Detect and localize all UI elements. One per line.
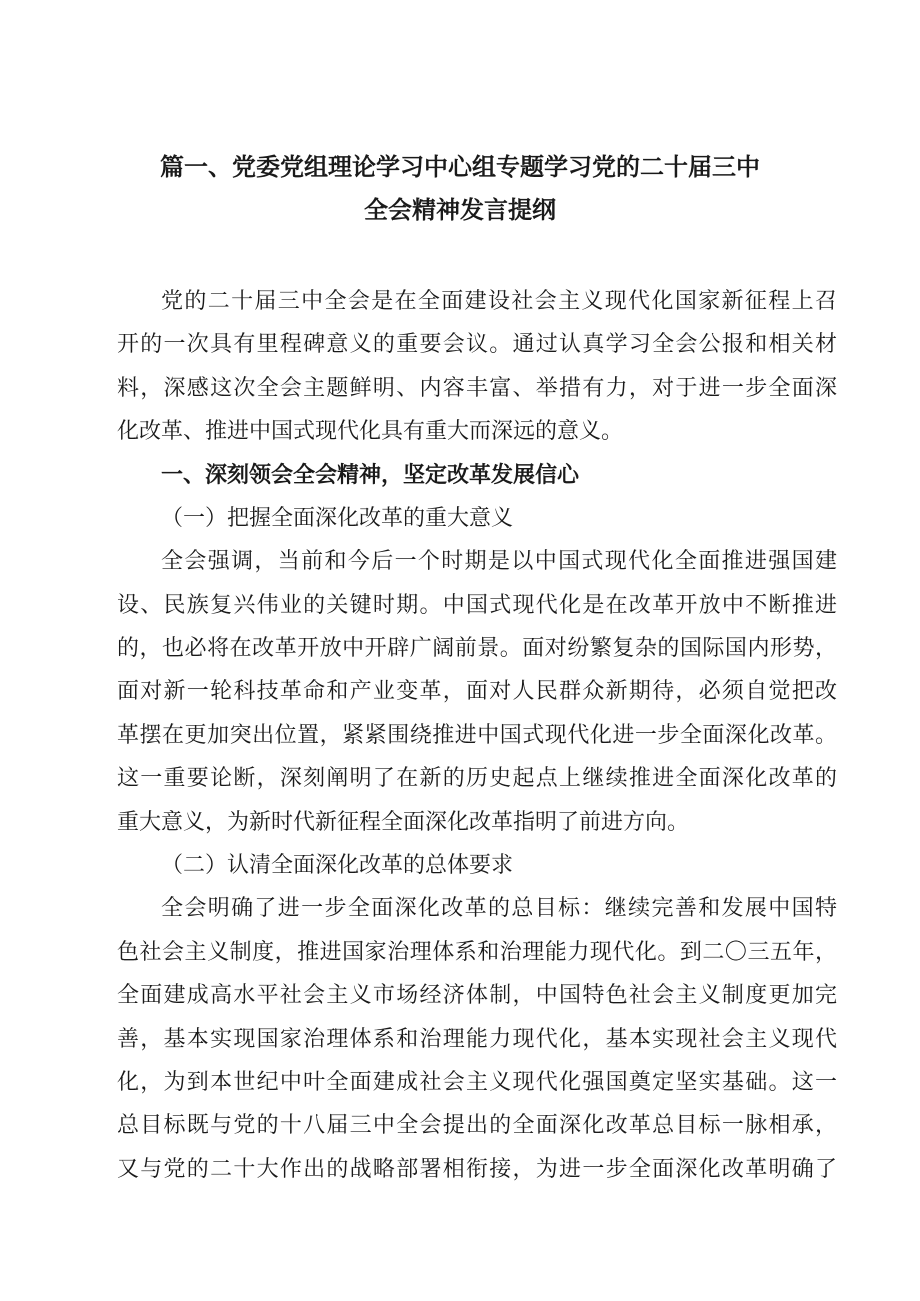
document-title-line-1: 篇一、党委党组理论学习中心组专题学习党的二十届三中	[160, 153, 760, 181]
intro-paragraph-line: 党的二十届三中全会是在全面建设社会主义现代化国家新征程上召	[161, 289, 837, 314]
body-paragraph-line: 面对新一轮科技革命和产业变革，面对人民群众新期待，必须自觉把改	[117, 679, 837, 704]
body-paragraph-line: 的，也必将在改革开放中开辟广阔前景。面对纷繁复杂的国际国内形势，	[117, 636, 837, 661]
subsection-1-heading: （一）把握全面深化改革的重大意义	[161, 506, 514, 531]
body-paragraph-line: 全会强调，当前和今后一个时期是以中国式现代化全面推进强国建	[161, 549, 837, 574]
body-paragraph-line: 设、民族复兴伟业的关键时期。中国式现代化是在改革开放中不断推进	[117, 593, 837, 618]
document-title-line-2: 全会精神发言提纲	[364, 196, 556, 224]
intro-paragraph-line: 料，深感这次全会主题鲜明、内容丰富、举措有力，对于进一步全面深	[117, 376, 837, 401]
body-paragraph-line: 又与党的二十大作出的战略部署相衔接，为进一步全面深化改革明确了	[117, 1157, 837, 1182]
subsection-2-heading: （二）认清全面深化改革的总体要求	[161, 853, 514, 878]
section-1-heading: 一、深刻领会全会精神，坚定改革发展信心	[161, 463, 580, 488]
body-paragraph-line: 革摆在更加突出位置，紧紧围绕推进中国式现代化进一步全面深化改革。	[117, 723, 837, 748]
body-paragraph-line: 总目标既与党的十八届三中全会提出的全面深化改革总目标一脉相承，	[117, 1113, 837, 1138]
body-paragraph-line: 全面建成高水平社会主义市场经济体制，中国特色社会主义制度更加完	[117, 983, 837, 1008]
body-paragraph-line: 善，基本实现国家治理体系和治理能力现代化，基本实现社会主义现代	[117, 1027, 837, 1052]
body-paragraph-line: 全会明确了进一步全面深化改革的总目标：继续完善和发展中国特	[161, 896, 837, 921]
body-paragraph-line: 重大意义，为新时代新征程全面深化改革指明了前进方向。	[117, 810, 690, 835]
intro-paragraph-line: 开的一次具有里程碑意义的重要会议。通过认真学习全会公报和相关材	[117, 332, 837, 357]
body-paragraph-line: 这一重要论断，深刻阐明了在新的历史起点上继续推进全面深化改革的	[117, 766, 837, 791]
body-paragraph-line: 色社会主义制度，推进国家治理体系和治理能力现代化。到二〇三五年，	[117, 940, 837, 965]
body-paragraph-line: 化，为到本世纪中叶全面建成社会主义现代化强国奠定坚实基础。这一	[117, 1070, 837, 1095]
intro-paragraph-line: 化改革、推进中国式现代化具有重大而深远的意义。	[117, 419, 624, 444]
